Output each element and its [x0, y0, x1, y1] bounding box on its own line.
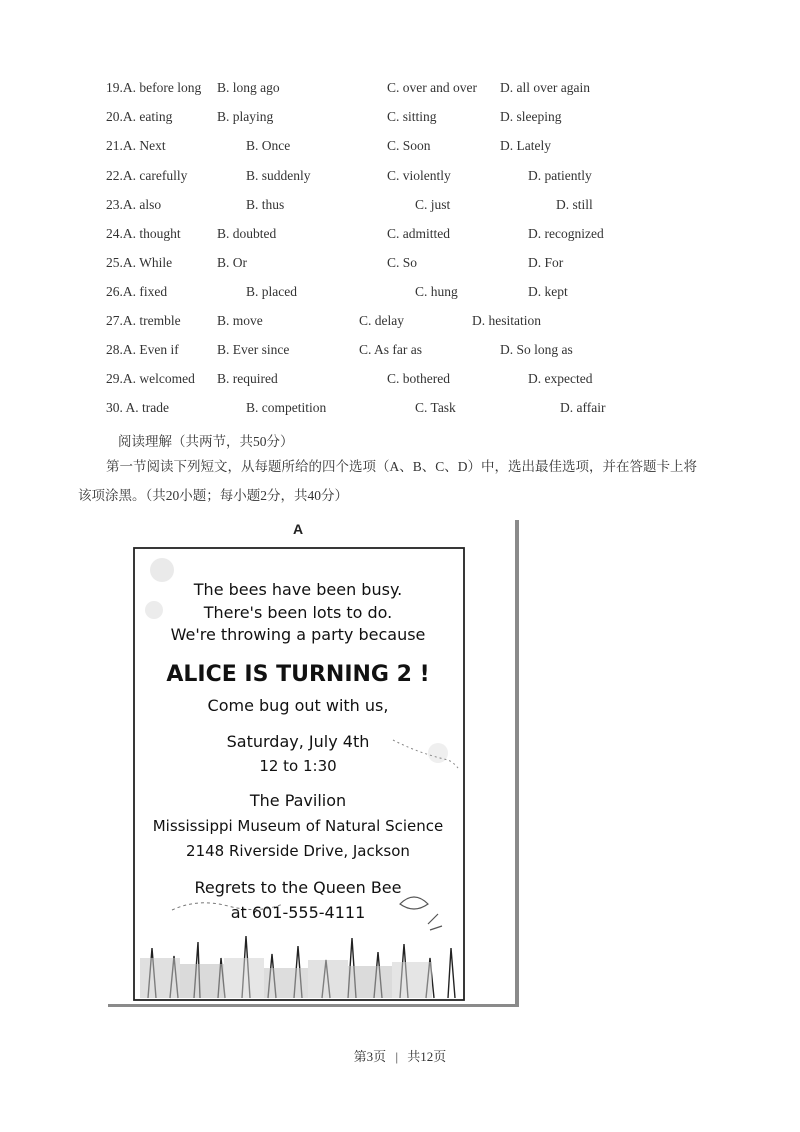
option-d: D. still — [556, 197, 593, 212]
option-a: 30. A. trade — [106, 400, 169, 415]
option-a: 21.A. Next — [106, 138, 166, 153]
section-instruction-continued: 该项涂黑。（共20小题；每小题2分，共40分） — [78, 488, 348, 503]
option-d: D. sleeping — [500, 109, 562, 124]
option-c: C. hung — [415, 284, 458, 299]
option-b: B. playing — [217, 109, 274, 124]
section-heading: 阅读理解（共两节，共50分） — [118, 434, 294, 449]
option-b: B. Or — [217, 255, 247, 270]
option-a: 19.A. before long — [106, 80, 202, 95]
option-d: D. expected — [528, 371, 593, 386]
option-c: C. bothered — [387, 371, 450, 386]
option-b: B. required — [217, 371, 278, 386]
option-b: B. competition — [246, 400, 327, 415]
invitation-museum: Mississippi Museum of Natural Science — [152, 817, 444, 835]
invitation-image — [108, 518, 520, 1008]
option-d: D. hesitation — [472, 313, 541, 328]
option-a: 26.A. fixed — [106, 284, 168, 299]
option-a: 23.A. also — [106, 197, 162, 212]
invitation-line-3: We're throwing a party because — [170, 625, 426, 644]
option-c: C. Task — [415, 400, 456, 415]
option-b: B. thus — [246, 197, 285, 212]
option-c: C. over and over — [387, 80, 477, 95]
invitation-line-1: The bees have been busy. — [193, 580, 403, 599]
option-d: D. Lately — [500, 138, 551, 153]
option-a: 29.A. welcomed — [106, 371, 195, 386]
option-a: 20.A. eating — [106, 109, 173, 124]
option-c: C. As far as — [359, 342, 422, 357]
invitation-phone: at 601-555-4111 — [230, 903, 366, 922]
invitation-venue: The Pavilion — [249, 791, 347, 810]
option-b: B. placed — [246, 284, 297, 299]
option-c: C. delay — [359, 313, 404, 328]
option-c: C. violently — [387, 168, 451, 183]
page-number: 第3页 — [353, 1049, 387, 1064]
option-c: C. Soon — [387, 138, 431, 153]
invitation-date: Saturday, July 4th — [226, 732, 370, 751]
invitation-headline: ALICE IS TURNING 2 ! — [166, 662, 430, 687]
option-a: 24.A. thought — [106, 226, 181, 241]
option-a: 25.A. While — [106, 255, 173, 270]
option-b: B. doubted — [217, 226, 277, 241]
section-instruction: 第一节阅读下列短文，从每题所给的四个选项（A、B、C、D）中，选出最佳选项，并在答题卡上将 — [106, 459, 698, 474]
option-d: D. all over again — [500, 80, 590, 95]
invitation-line-2: There's been lots to do. — [203, 603, 393, 622]
option-a: 27.A. tremble — [106, 313, 181, 328]
option-a: 28.A. Even if — [106, 342, 179, 357]
invitation-line-5: Come bug out with us, — [207, 696, 389, 715]
total-pages: 共12页 — [407, 1049, 447, 1064]
option-d: D. kept — [528, 284, 568, 299]
page-footer — [0, 1046, 800, 1065]
passage-label: A — [293, 521, 304, 537]
option-d: D. patiently — [528, 168, 592, 183]
footer-separator: | — [395, 1049, 399, 1064]
option-d: D. recognized — [528, 226, 604, 241]
option-c: C. So — [387, 255, 418, 270]
option-a: 22.A. carefully — [106, 168, 188, 183]
option-d: D. affair — [560, 400, 606, 415]
option-c: C. admitted — [387, 226, 450, 241]
option-d: D. For — [528, 255, 564, 270]
option-d: D. So long as — [500, 342, 573, 357]
option-b: B. suddenly — [246, 168, 311, 183]
option-b: B. Ever since — [217, 342, 290, 357]
option-b: B. long ago — [217, 80, 280, 95]
option-c: C. sitting — [387, 109, 437, 124]
invitation-rsvp: Regrets to the Queen Bee — [194, 878, 402, 897]
option-c: C. just — [415, 197, 451, 212]
option-b: B. move — [217, 313, 263, 328]
option-b: B. Once — [246, 138, 291, 153]
invitation-address: 2148 Riverside Drive, Jackson — [186, 842, 410, 860]
invitation-time: 12 to 1:30 — [259, 757, 337, 775]
